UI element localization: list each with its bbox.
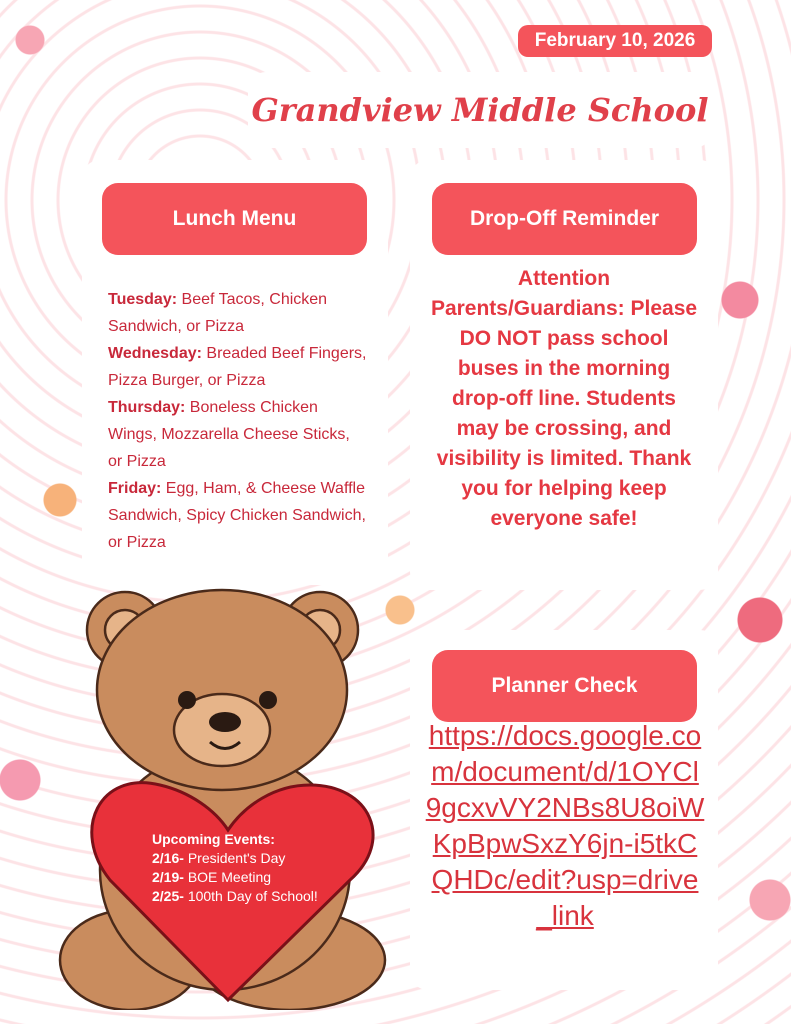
event-item: 2/16- President's Day xyxy=(152,850,286,866)
event-item: 2/19- BOE Meeting xyxy=(152,869,272,885)
menu-day: Friday: Egg, Ham, & Cheese Waffle Sandwich, Spicy Chicken Sandwich, or Pizza xyxy=(108,480,366,551)
event-item: 2/25- 100th Day of School! xyxy=(152,888,318,904)
lunch-header: Lunch Menu xyxy=(102,183,367,255)
lunch-menu-list xyxy=(108,286,368,556)
dropoff-card xyxy=(410,160,718,590)
dropoff-header: Drop-Off Reminder xyxy=(432,183,697,255)
menu-day: Wednesday: Breaded Beef Fingers, Pizza Burger, or Pizza xyxy=(108,345,367,389)
lunch-card xyxy=(82,160,388,585)
school-title: Grandview Middle School xyxy=(251,91,709,129)
upcoming-events: Upcoming Events: 2/16- President's Day 2/19- BOE Meeting 2/25- 100th Day of School! xyxy=(152,830,322,906)
planner-link[interactable]: https://docs.google.com/document/d/1OYCl9gcxvVY2NBs8U8oiWKpBpwSxzY6jn-i5tkCQHDc/edit?usp=drive_link xyxy=(425,720,705,931)
planner-header: Planner Check xyxy=(432,650,697,722)
title-box xyxy=(248,72,712,148)
dropoff-text: Attention Parents/Guardians: Please DO NOT pass school buses in the morning drop-off line. Students may be crossing, and visibility is limited. Thank you for helping keep everyone safe! xyxy=(430,267,698,530)
menu-day: Tuesday: Beef Tacos, Chicken Sandwich, or Pizza xyxy=(108,291,328,335)
teddy-bear-illustration xyxy=(50,580,410,1010)
planner-card xyxy=(410,630,718,990)
date-badge: February 10, 2026 xyxy=(518,25,712,57)
menu-day: Thursday: Boneless Chicken Wings, Mozzarella Cheese Sticks, or Pizza xyxy=(108,399,350,470)
